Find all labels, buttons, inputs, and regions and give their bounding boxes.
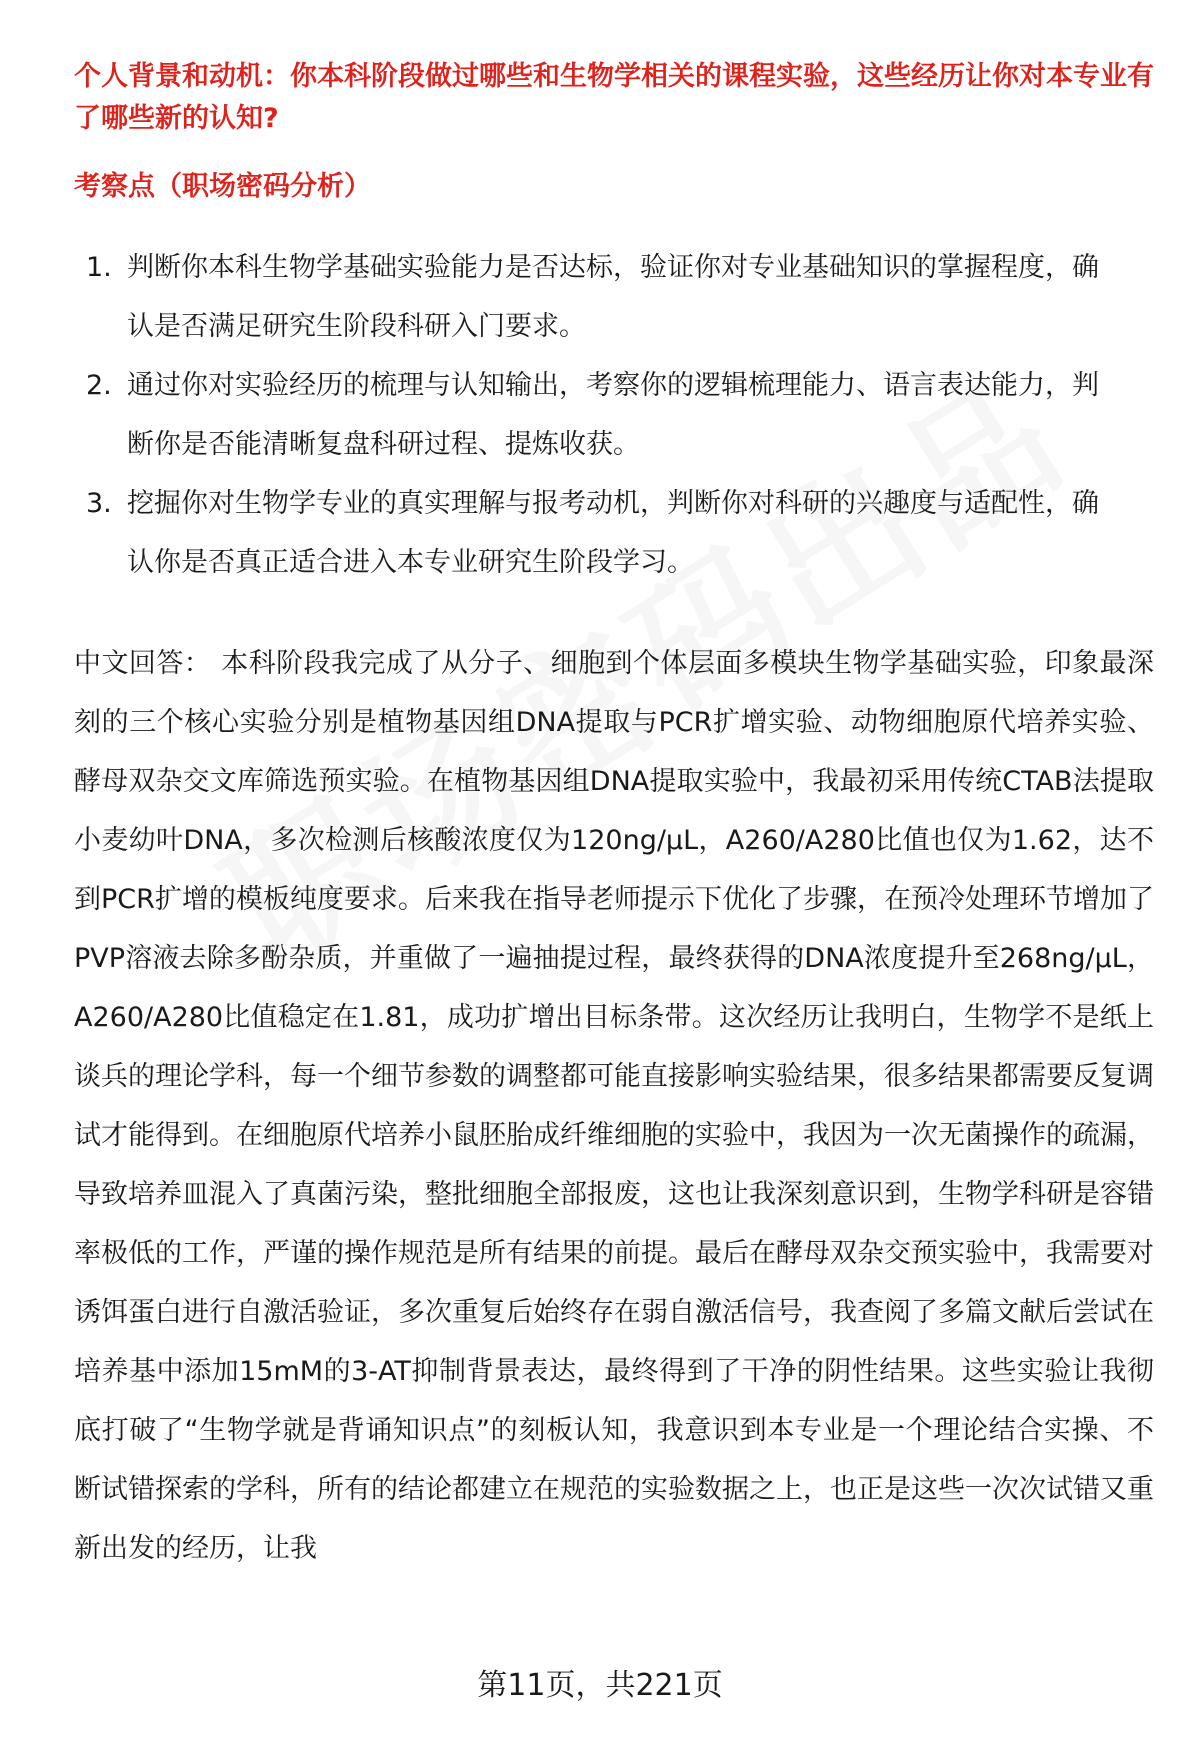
list-item-number: 1. (86, 252, 112, 283)
page-footer: 第11页，共221页 (477, 1668, 723, 1703)
list-item-text: 判断你本科生物学基础实验能力是否达标，验证你对专业基础知识的掌握程度，确认是否满足研究生阶段科研入门要求。 (127, 252, 1099, 342)
question-heading: 个人背景和动机：你本科阶段做过哪些和生物学相关的课程实验，这些经历让你对本专业有了哪些新的认知? (74, 61, 1154, 134)
answer-text: 本科阶段我完成了从分子、细胞到个体层面多模块生物学基础实验，印象最深刻的三个核心实验分别是植物基因组DNA提取与PCR扩增实验、动物细胞原代培养实验、酵母双杂交文库筛选预实验。在植物基因组DNA提取实验中，我最初采用传统CTAB法提取小麦幼叶DNA，多次检测后核酸浓度仅为120ng/μL，A260/A280比值也仅为1.62，达不到PCR扩增的模板纯度要求。后来我在指导老师提示下优化了步骤，在预冷处理环节增加了PVP溶液去除多酚杂质，并重做了一遍抽提过程，最终获得的DNA浓度提升至268ng/μL，A260/A280比值稳定在1.81，成功扩增出目标条带。这次经历让我明白，生物学不是纸上谈兵的理论学科，每一个细节参数的调整都可能直接影响实验结果，很多结果都需要反复调试才能得到。在细胞原代培养小鼠胚胎成纤维细胞的实验中，我因为一次无菌操作的疏漏，导致培养皿混入了真菌污染，整批细胞全部报废，这也让我深刻意识到，生物学科研是容错率极低的工作，严谨的操作规范是所有结果的前提。最后在酵母双杂交预实验中，我需要对诱饵蛋白进行自激活验证，多次重复后始终存在弱自激活信号，我查阅了多篇文献后尝试在培养基中添加15mM的3-AT抑制背景表达，最终得到了干净的阴性结果。这些实验让我彻底打破了“生物学就是背诵知识点”的刻板认知，我意识到本专业是一个理论结合实操、不断试错探索的学科，所有的结论都建立在规范的实验数据之上，也正是这些一次次试错又重新出发的经历，让我 (74, 648, 1155, 1564)
list-item-number: 2. (86, 370, 112, 401)
section-title: 考察点（职场密码分析） (74, 171, 371, 202)
answer-paragraph (74, 634, 1154, 1578)
list-item (74, 238, 1154, 356)
assessment-points-list (74, 238, 1154, 592)
list-item (74, 474, 1154, 592)
list-item-text: 通过你对实验经历的梳理与认知输出，考察你的逻辑梳理能力、语言表达能力，判断你是否能清晰复盘科研过程、提炼收获。 (127, 370, 1099, 460)
list-item-number: 3. (86, 488, 112, 519)
list-item-text: 挖掘你对生物学专业的真实理解与报考动机，判断你对科研的兴趣度与适配性，确认你是否真正适合进入本专业研究生阶段学习。 (127, 488, 1099, 578)
document-page (74, 56, 1154, 1578)
answer-label: 中文回答： (74, 648, 212, 679)
list-item (74, 356, 1154, 474)
